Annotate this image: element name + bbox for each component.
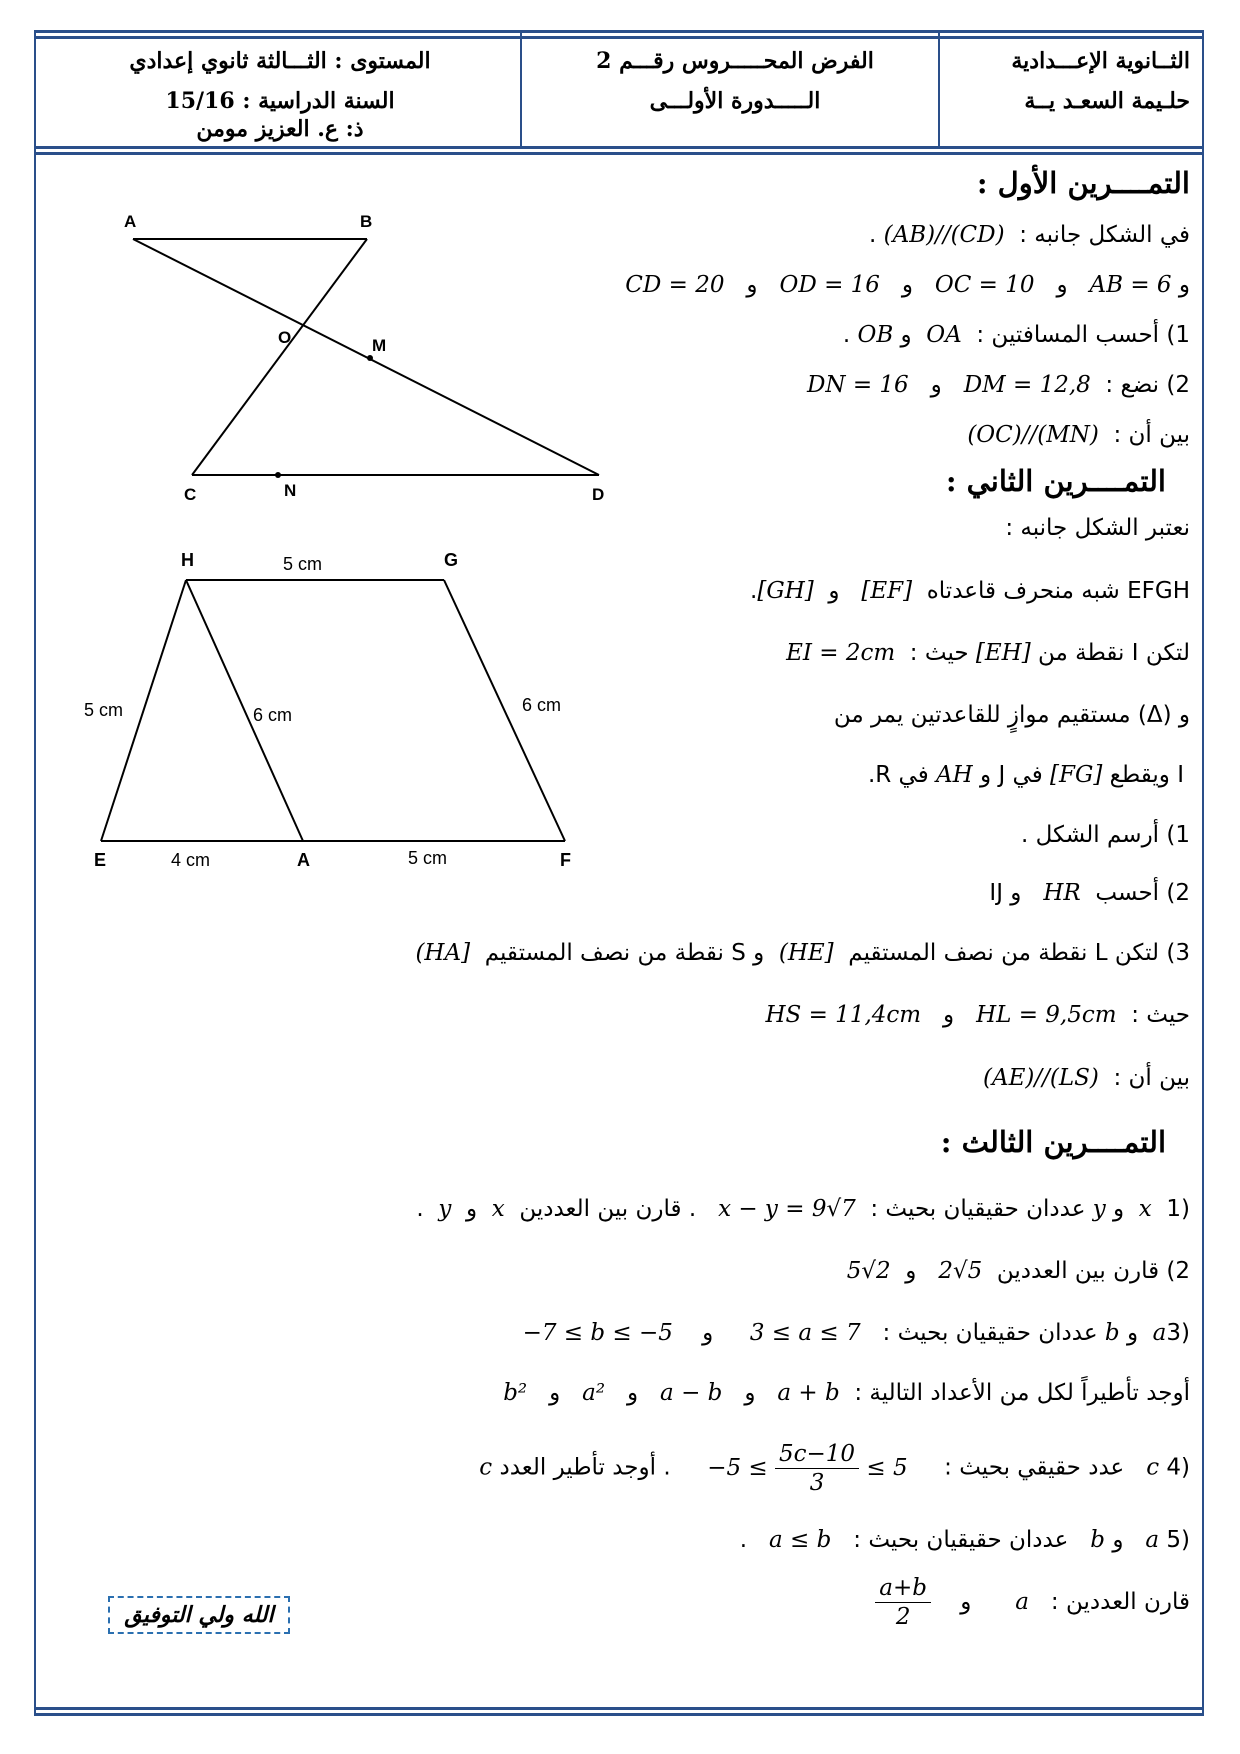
- ex3-q3-m1: 3 ≤ a ≤ 7: [749, 1320, 861, 1346]
- ex3-q3b-m1: a + b: [777, 1380, 840, 1406]
- top-border: [34, 30, 1204, 33]
- ex2-l5-m2: AH: [936, 762, 973, 788]
- ex1-title: [977, 166, 1190, 200]
- len-hg: 5 cm: [283, 554, 323, 574]
- ex3-q5b-fraction: [875, 1574, 931, 1631]
- ex1-l4-text: 2) نضع :: [1105, 372, 1190, 398]
- ex1-line3: [843, 322, 1190, 348]
- ex3-q3b-w2: و: [627, 1380, 639, 1406]
- header-info: [50, 44, 510, 164]
- ex2-l3-m1: [EH]: [975, 640, 1031, 666]
- ex3-q3b-text: أوجد تأطيراً لكل من الأعداد التالية :: [854, 1380, 1190, 1406]
- teacher-name: ذ: ع. العزيز مومن: [196, 116, 364, 142]
- label-g: G: [444, 550, 459, 570]
- label-c: C: [184, 485, 197, 504]
- ex3-q2: [847, 1258, 1190, 1284]
- ex2-l5-text2: في J و: [980, 762, 1043, 788]
- ex1-l1-end: .: [869, 222, 877, 248]
- label-e: E: [94, 850, 107, 870]
- ex3-q3b-m4: b²: [503, 1380, 528, 1406]
- ex3-q1-text: عددان حقيقيان بحيث :: [870, 1196, 1086, 1222]
- level-label: المستوى : الثـــالثة ثانوي إعدادي: [129, 48, 431, 74]
- ex2-l3-text: لتكن I نقطة من: [1038, 640, 1190, 666]
- ex2-l6: 1) أرسم الشكل .: [1021, 822, 1190, 848]
- label-d: D: [592, 485, 605, 504]
- ex2-line10: [983, 1065, 1190, 1091]
- exam-title: الفرض المحـــــروس رقـــم 2: [596, 48, 874, 74]
- ex2-line1: [1005, 515, 1190, 541]
- label-o: O: [278, 328, 292, 347]
- ex1-l3-m2: OB: [857, 322, 894, 348]
- ex2-l10-text: بين أن :: [1113, 1065, 1190, 1091]
- seg-bc: [192, 239, 367, 475]
- ex1-l2-m1: AB = 6: [1089, 272, 1172, 298]
- ex3-q3b-w3: و: [549, 1380, 561, 1406]
- ex3-q3-m2: −7 ≤ b ≤ −5: [522, 1320, 673, 1346]
- label-a: A: [124, 212, 137, 231]
- header-school: [920, 44, 1190, 164]
- ex1-l2-m3: OD = 16: [779, 272, 880, 298]
- ex2-l10-m: (AE)//(LS): [983, 1065, 1099, 1091]
- ex2-l2-m1: [EF]: [861, 578, 913, 604]
- ex3-q5-w: و: [1112, 1527, 1124, 1553]
- ex3-q1: 1) x و y عددان حقيقيان بحيث : x − y = 9√7 . قارن بين العددين x و y .: [416, 1196, 1190, 1222]
- ex2-line4: [834, 702, 1190, 728]
- ex1-l3-m1: OA: [926, 322, 962, 348]
- ex3-q5-m: a ≤ b: [769, 1527, 832, 1553]
- ex2-l9-text: حيث :: [1131, 1002, 1190, 1028]
- ex1-l2-w0: و: [1178, 272, 1190, 298]
- ex1-line5: [967, 422, 1190, 448]
- ex1-l5-text: بين أن :: [1113, 422, 1190, 448]
- ex3-q2-m1: 5√2: [846, 1258, 891, 1284]
- label-h: H: [181, 550, 194, 570]
- ex2-l9-w: و: [943, 1002, 955, 1028]
- ex3-q5b-w: و: [960, 1589, 972, 1615]
- len-he: 5 cm: [84, 700, 124, 720]
- ex1-l1-text: في الشكل جانبه :: [1019, 222, 1190, 248]
- label-a2: A: [297, 850, 310, 870]
- ex2-l8-text2: و S نقطة من نصف المستقيم: [484, 940, 765, 966]
- ex1-l2-w3: و: [746, 272, 758, 298]
- ex2-l8-m1: (HE]: [778, 940, 834, 966]
- ex3-q5b: قارن العددين : a و $\frac{a+b}{2}$: [875, 1574, 1190, 1631]
- ex2-line3: [786, 640, 1190, 666]
- school-name: حلـيمة السعـد يــة: [1024, 88, 1190, 114]
- ex2-l7-m: HR: [1043, 880, 1081, 906]
- ex1-l5-math: (OC)//(MN): [967, 422, 1099, 448]
- ex3-q5: 5) a و b عددان حقيقيان بحيث : a ≤ b .: [739, 1527, 1190, 1553]
- ex1-l4-m2: DN = 16: [806, 372, 909, 398]
- ex3-q4-num: 5c−10: [775, 1440, 859, 1469]
- year-value: 15/16: [165, 88, 235, 114]
- ex2-l3-text2: حيث :: [909, 640, 969, 666]
- ex2-l1: نعتبر الشكل جانبه :: [1005, 515, 1190, 541]
- label-m: M: [372, 336, 387, 355]
- ex3-title: [941, 1125, 1166, 1159]
- ex2-l2-w: و: [828, 578, 840, 604]
- ex2-l2-end: .: [750, 578, 758, 604]
- ex3-q2-text: 2) قارن بين العددين: [996, 1258, 1190, 1284]
- closing-box: [108, 1596, 290, 1634]
- ex1-l2-m4: CD = 20: [625, 272, 725, 298]
- ex2-title: [946, 464, 1166, 498]
- ex3-q3: 3)a و b عددان حقيقيان بحيث : 3 ≤ a ≤ 7 و −7 ≤ b ≤ −5: [522, 1320, 1190, 1346]
- ex3-q1-text2: . قارن بين العددين: [519, 1196, 697, 1222]
- ex2-l4: و (Δ) مستقيم موازٍ للقاعدتين يمر من: [833, 702, 1190, 728]
- ex1-l4-m1: DM = 12,8: [963, 372, 1091, 398]
- label-b: B: [360, 212, 373, 231]
- len-ea: 4 cm: [171, 850, 211, 870]
- bottom-border: [34, 1707, 1204, 1710]
- ex1-line4: [807, 372, 1190, 398]
- ex2-line7: [989, 880, 1190, 906]
- ex2-line2: [750, 578, 1190, 604]
- len-af: 5 cm: [408, 848, 448, 868]
- ex3-q2-m2: 2√5: [938, 1258, 983, 1284]
- ex3-q3b: [503, 1380, 1190, 1406]
- ex2-l9-m1: HL = 9,5cm: [976, 1002, 1117, 1028]
- left-border: [34, 30, 36, 1713]
- ex1-l3-end: .: [842, 322, 851, 348]
- ex2-l2-text: EFGH شبه منحرف قاعدتاه: [926, 578, 1190, 604]
- ex1-line1: [869, 222, 1190, 248]
- ex3-q3-w1: و: [1126, 1320, 1139, 1346]
- ex3-q3b-w1: و: [744, 1380, 756, 1406]
- ex2-l8-m2: (HA]: [415, 940, 471, 966]
- ex3-q1-w2: و: [465, 1196, 478, 1222]
- ex2-l5-text: I ويقطع: [1109, 762, 1184, 788]
- ex2-l5-m1: [FG]: [1050, 762, 1103, 788]
- ex3-q4: 4) c عدد حقيقي بحيث : −5 ≤ $\frac{5c-10}{3}$ ≤ 5 . أوجد تأطير العدد c: [479, 1441, 1190, 1496]
- ex2-figure: [80, 548, 600, 878]
- ex1-l2-m2: OC = 10: [934, 272, 1035, 298]
- ex1-l3-w: و: [900, 322, 912, 348]
- closing-text: الله ولي التوفيق: [124, 1602, 274, 1628]
- ex1-figure: [120, 210, 640, 510]
- header-exam: [540, 44, 930, 164]
- year-label: السنة الدراسية :: [242, 88, 395, 114]
- ex3-title-text: التمــــرين الثالث :: [940, 1125, 1166, 1159]
- ex1-l4-w: و: [930, 372, 942, 398]
- ex3-q1-w1: و: [1113, 1196, 1125, 1222]
- ex2-line9: [765, 1002, 1190, 1028]
- ex3-q5-text: عددان حقيقيان بحيث :: [853, 1527, 1069, 1553]
- ex2-l7-text2: و IJ: [989, 880, 1022, 906]
- ex1-line2: [625, 272, 1190, 298]
- label-f: F: [560, 850, 571, 870]
- ex2-line8: [415, 940, 1190, 966]
- ex2-l8-text: 3) لتكن L نقطة من نصف المستقيم: [848, 940, 1190, 966]
- ex3-q1-math: x − y = 9√7: [718, 1196, 856, 1222]
- ex3-q3-text: عددان حقيقيان بحيث :: [882, 1320, 1098, 1346]
- ex2-line6: [1021, 822, 1190, 848]
- right-border: [1202, 30, 1204, 1713]
- ex1-l2-w2: و: [901, 272, 913, 298]
- ex3-q5b-text: قارن العددين :: [1050, 1589, 1190, 1615]
- school-label: الثــانوية الإعـــدادية: [1011, 48, 1190, 74]
- ex3-q4-text2: . أوجد تأطير العدد: [499, 1454, 671, 1481]
- exam-session: الـــــدورة الأولـــى: [649, 88, 821, 114]
- ex3-q4-text: عدد حقيقي بحيث :: [944, 1454, 1125, 1481]
- ex1-l2-w1: و: [1056, 272, 1068, 298]
- len-gf: 6 cm: [522, 695, 562, 715]
- ex3-q3b-m3: a²: [582, 1380, 606, 1406]
- ex3-q4-den: 3: [809, 1470, 825, 1496]
- seg-ad: [133, 239, 599, 475]
- ex2-line5: [868, 762, 1184, 788]
- ex2-l2-m2: [GH]: [757, 578, 814, 604]
- ex3-q5b-den: 2: [895, 1604, 911, 1630]
- ex3-q5b-num: a+b: [875, 1574, 931, 1603]
- ex1-l1-math: (AB)//(CD): [883, 222, 1005, 248]
- point-m: [367, 355, 373, 361]
- ex2-title-text: التمــــرين الثاني :: [945, 464, 1166, 498]
- label-n: N: [284, 481, 297, 500]
- ex2-l5-text3: في R.: [867, 762, 929, 788]
- ex3-q3b-m2: a − b: [660, 1380, 723, 1406]
- ex3-q3-w2: و: [702, 1320, 714, 1346]
- ex3-q2-w: و: [905, 1258, 917, 1284]
- ex2-l9-m2: HS = 11,4cm: [765, 1002, 922, 1028]
- header-divider-1: [520, 30, 522, 148]
- len-ha: 6 cm: [253, 705, 293, 725]
- ex2-l7-text: 2) أحسب: [1095, 880, 1190, 906]
- ex1-l3-text: 1) أحسب المسافتين :: [976, 322, 1190, 348]
- point-n: [275, 472, 281, 478]
- ex1-title-text: التمــــرين الأول :: [976, 166, 1190, 200]
- ex2-l3-m2: EI = 2cm: [786, 640, 896, 666]
- ex3-q4-fraction: [775, 1440, 859, 1497]
